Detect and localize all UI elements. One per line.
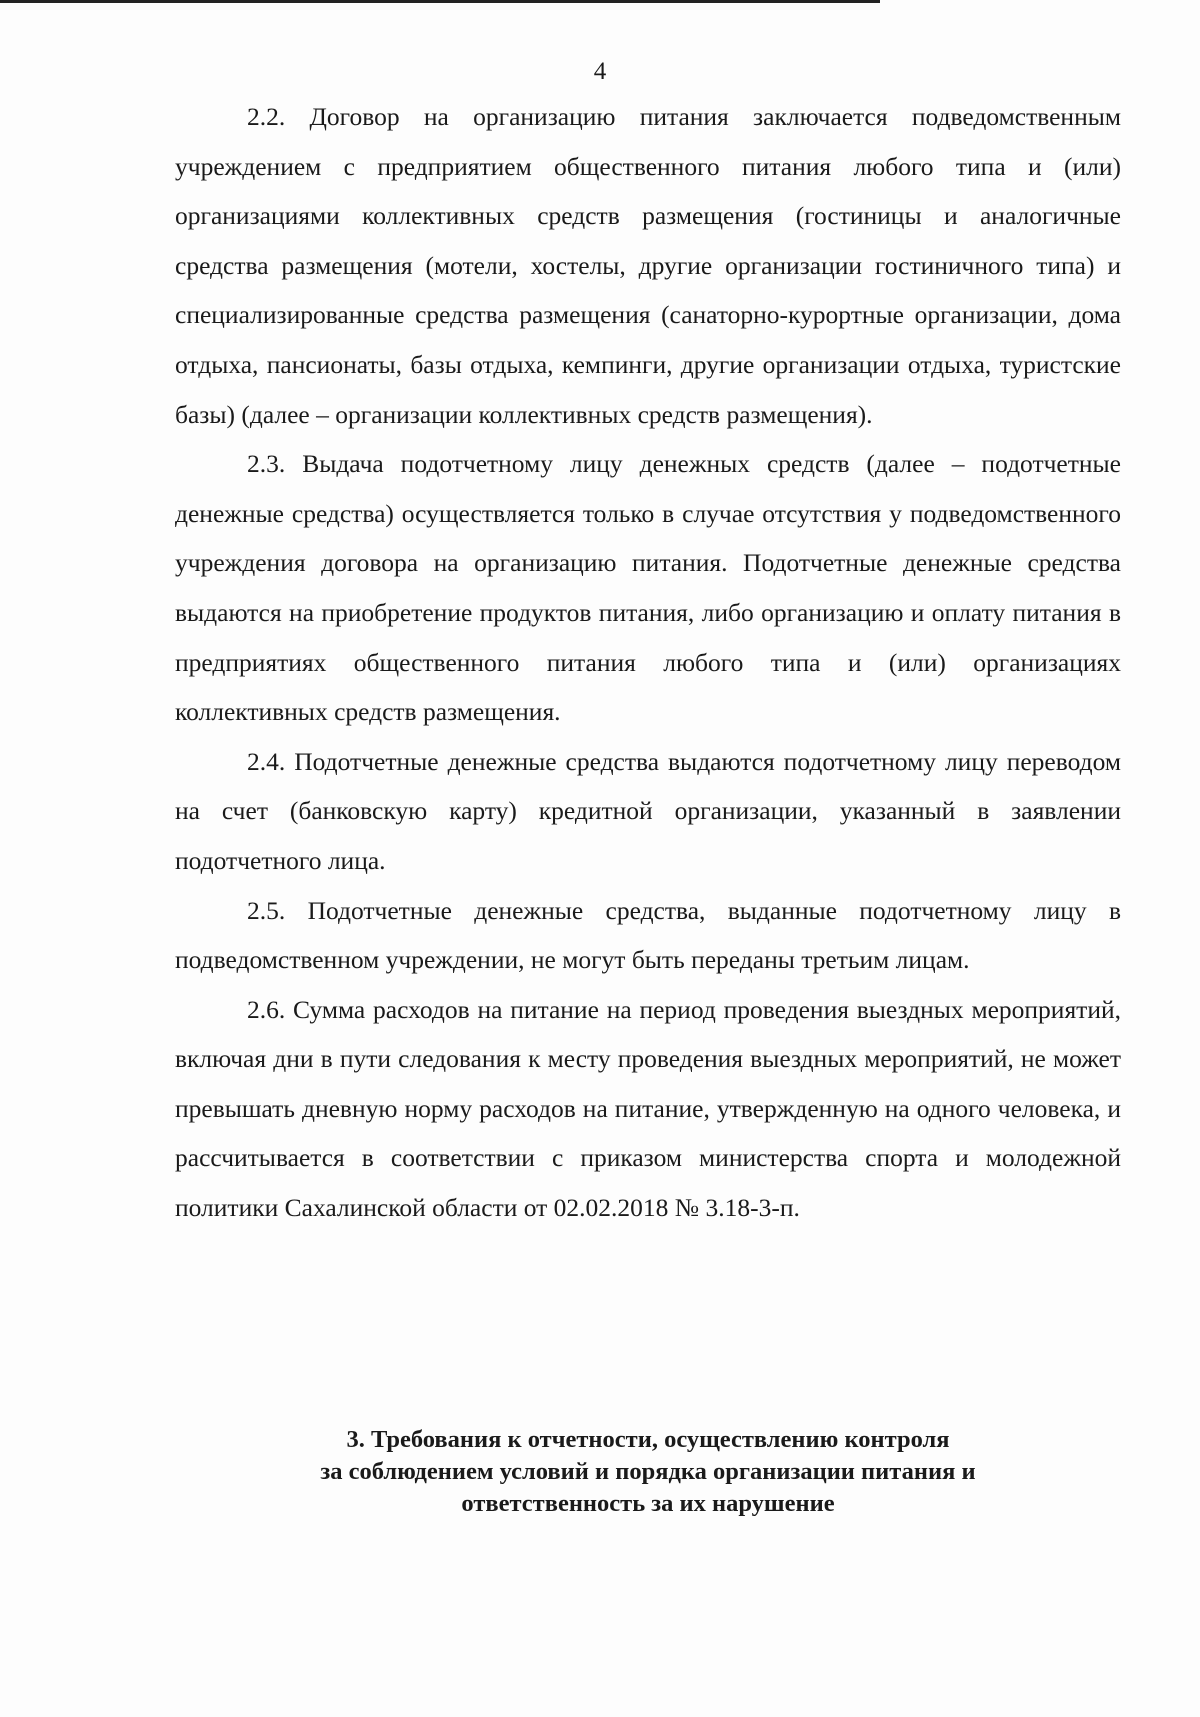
document-body: [175, 92, 1121, 1233]
paragraph-2-6: 2.6. Сумма расходов на питание на период проведения выездных мероприятий, включая дни в пути следования к месту проведения выездных мероприятий, не может превышать дневную норму расходов на питание, утвержденную на одного человека, и рассчитывается в соответствии с приказом министерства спорта и молодежной политики Сахалинской области от 02.02.2018 № 3.18-3-п.: [175, 994, 1121, 1223]
section-heading-line-1: 3. Требования к отчетности, осуществлению контроля: [346, 1426, 950, 1453]
section-heading-line-3: ответственность за их нарушение: [461, 1490, 835, 1517]
paragraph-2-4: 2.4. Подотчетные денежные средства выдаются подотчетному лицу переводом на счет (банковскую карту) кредитной организации, указанный в заявлении подотчетного лица.: [175, 746, 1121, 875]
paragraph-2-2: 2.2. Договор на организацию питания заключается подведомственным учреждением с предприятием общественного питания любого типа и (или) организациями коллективных средств размещения (гостиницы и аналогичные средства размещения (мотели, хостелы, другие организации гостиничного типа) и специализированные средства размещения (санаторно-курортные организации, дома отдыха, пансионаты, базы отдыха, кемпинги, другие организации отдыха, туристские базы) (далее – организации коллективных средств размещения).: [175, 102, 1121, 429]
paragraph-2-5: 2.5. Подотчетные денежные средства, выданные подотчетному лицу в подведомственном учреждении, не могут быть переданы третьим лицам.: [175, 895, 1121, 975]
page-number: 4: [593, 58, 607, 85]
section-heading-line-2: за соблюдением условий и порядка организации питания и: [320, 1458, 976, 1485]
scan-top-edge: [0, 0, 880, 3]
section-3-heading: [175, 1424, 1121, 1520]
paragraph-2-3: 2.3. Выдача подотчетному лицу денежных средств (далее – подотчетные денежные средства) осуществляется только в случае отсутствия у подведомственного учреждения договора на организацию питания. Подотчетные денежные средства выдаются на приобретение продуктов питания, либо организацию и оплату питания в предприятиях общественного питания любого типа и (или) организациях коллективных средств размещения.: [175, 449, 1121, 727]
